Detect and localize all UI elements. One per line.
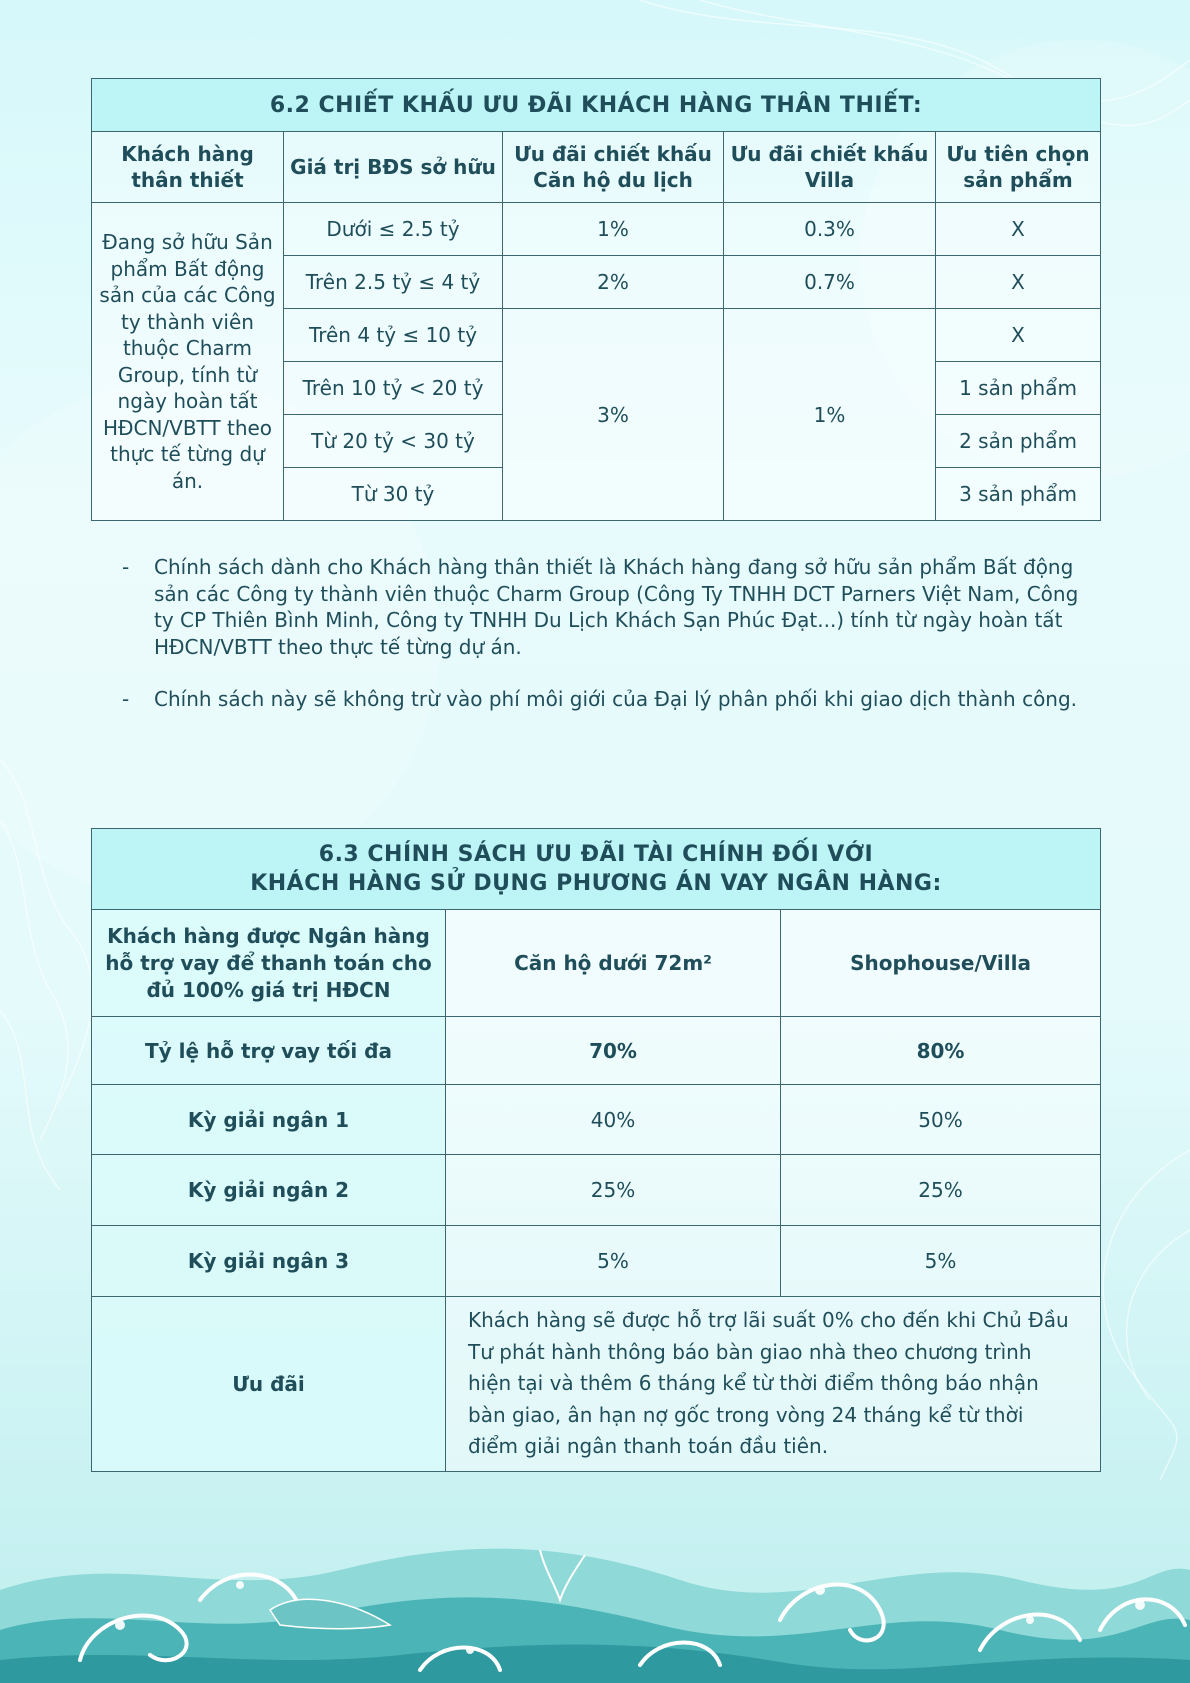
column-villa-header: Shophouse/Villa [781, 910, 1101, 1017]
note-bullet: - [122, 555, 130, 579]
disbursement-3-label: Kỳ giải ngân 3 [92, 1226, 446, 1297]
loan-customer-header: Khách hàng được Ngân hàng hỗ trợ vay để thanh toán cho đủ 100% giá trị HĐCN [92, 910, 446, 1017]
priority-cell: 2 sản phẩm [936, 415, 1101, 468]
incentive-description: Khách hàng sẽ được hỗ trợ lãi suất 0% cho đến khi Chủ Đầu Tư phát hành thông báo bàn giao nhà theo chương trình hiện tại và thêm 6 tháng kể từ thời điểm thông báo nhận bàn giao, ân hạn nợ gốc trong vòng 24 tháng kể từ thời điểm giải ngân thanh toán đầu tiên. [446, 1297, 1101, 1472]
villa-discount-cell: 0.3% [724, 203, 936, 256]
column-apartment-header: Căn hộ dưới 72m² [446, 910, 781, 1017]
header-loyal-customer: Khách hàng thân thiết [92, 132, 284, 203]
villa-value-cell: 5% [781, 1226, 1101, 1297]
property-value-cell: Trên 2.5 tỷ ≤ 4 tỷ [284, 256, 503, 309]
apartment-value-cell: 5% [446, 1226, 781, 1297]
villa-value-cell: 80% [781, 1017, 1101, 1085]
ocean-wave-illustration [0, 1530, 1190, 1683]
header-villa-discount: Ưu đãi chiết khấu Villa [724, 132, 936, 203]
apartment-value-cell: 40% [446, 1085, 781, 1155]
loyalty-table-title: 6.2 CHIẾT KHẤU ƯU ĐÃI KHÁCH HÀNG THÂN THIẾT: [92, 79, 1101, 132]
apartment-discount-cell: 3% [503, 309, 724, 521]
priority-cell: X [936, 203, 1101, 256]
finance-title-line-2: KHÁCH HÀNG SỬ DỤNG PHƯƠNG ÁN VAY NGÂN HÀNG: [250, 871, 942, 896]
note-bullet: - [122, 687, 130, 711]
property-value-cell: Trên 4 tỷ ≤ 10 tỷ [284, 309, 503, 362]
property-value-cell: Trên 10 tỷ < 20 tỷ [284, 362, 503, 415]
priority-cell: X [936, 256, 1101, 309]
note-text: Chính sách này sẽ không trừ vào phí môi giới của Đại lý phân phối khi giao dịch thành công. [154, 687, 1078, 711]
villa-discount-cell: 0.7% [724, 256, 936, 309]
disbursement-1-label: Kỳ giải ngân 1 [92, 1085, 446, 1155]
header-apartment-discount: Ưu đãi chiết khấu Căn hộ du lịch [503, 132, 724, 203]
priority-cell: 3 sản phẩm [936, 468, 1101, 521]
header-property-value: Giá trị BĐS sở hữu [284, 132, 503, 203]
apartment-value-cell: 70% [446, 1017, 781, 1085]
villa-value-cell: 25% [781, 1155, 1101, 1226]
priority-cell: X [936, 309, 1101, 362]
property-value-cell: Dưới ≤ 2.5 tỷ [284, 203, 503, 256]
max-loan-ratio-label: Tỷ lệ hỗ trợ vay tối đa [92, 1017, 446, 1085]
villa-value-cell: 50% [781, 1085, 1101, 1155]
note-item [122, 686, 1082, 713]
villa-discount-cell: 1% [724, 309, 936, 521]
finance-table-title [92, 829, 1101, 910]
finance-title-line-1: 6.3 CHÍNH SÁCH ƯU ĐÃI TÀI CHÍNH ĐỐI VỚI [318, 842, 874, 867]
property-value-cell: Từ 20 tỷ < 30 tỷ [284, 415, 503, 468]
bank-loan-policy-table [91, 828, 1101, 1472]
apartment-discount-cell: 1% [503, 203, 724, 256]
apartment-value-cell: 25% [446, 1155, 781, 1226]
apartment-discount-cell: 2% [503, 256, 724, 309]
property-value-cell: Từ 30 tỷ [284, 468, 503, 521]
policy-notes [122, 554, 1082, 739]
loyal-customer-condition: Đang sở hữu Sản phẩm Bất động sản của các Công ty thành viên thuộc Charm Group, tính từ ngày hoàn tất HĐCN/VBTT theo thực tế từng dự án. [92, 203, 284, 521]
note-item [122, 554, 1082, 660]
note-text: Chính sách dành cho Khách hàng thân thiết là Khách hàng đang sở hữu sản phẩm Bất động sản các Công ty thành viên thuộc Charm Group (Công Ty TNHH DCT Parners Việt Nam, Công ty CP Thiên Bình Minh, Công ty TNHH Du Lịch Khách Sạn Phúc Đạt...) tính từ ngày hoàn tất HĐCN/VBTT theo thực tế từng dự án. [154, 555, 1079, 659]
loyalty-discount-table [91, 78, 1101, 521]
incentive-label: Ưu đãi [92, 1297, 446, 1472]
priority-cell: 1 sản phẩm [936, 362, 1101, 415]
header-product-priority: Ưu tiên chọn sản phẩm [936, 132, 1101, 203]
disbursement-2-label: Kỳ giải ngân 2 [92, 1155, 446, 1226]
